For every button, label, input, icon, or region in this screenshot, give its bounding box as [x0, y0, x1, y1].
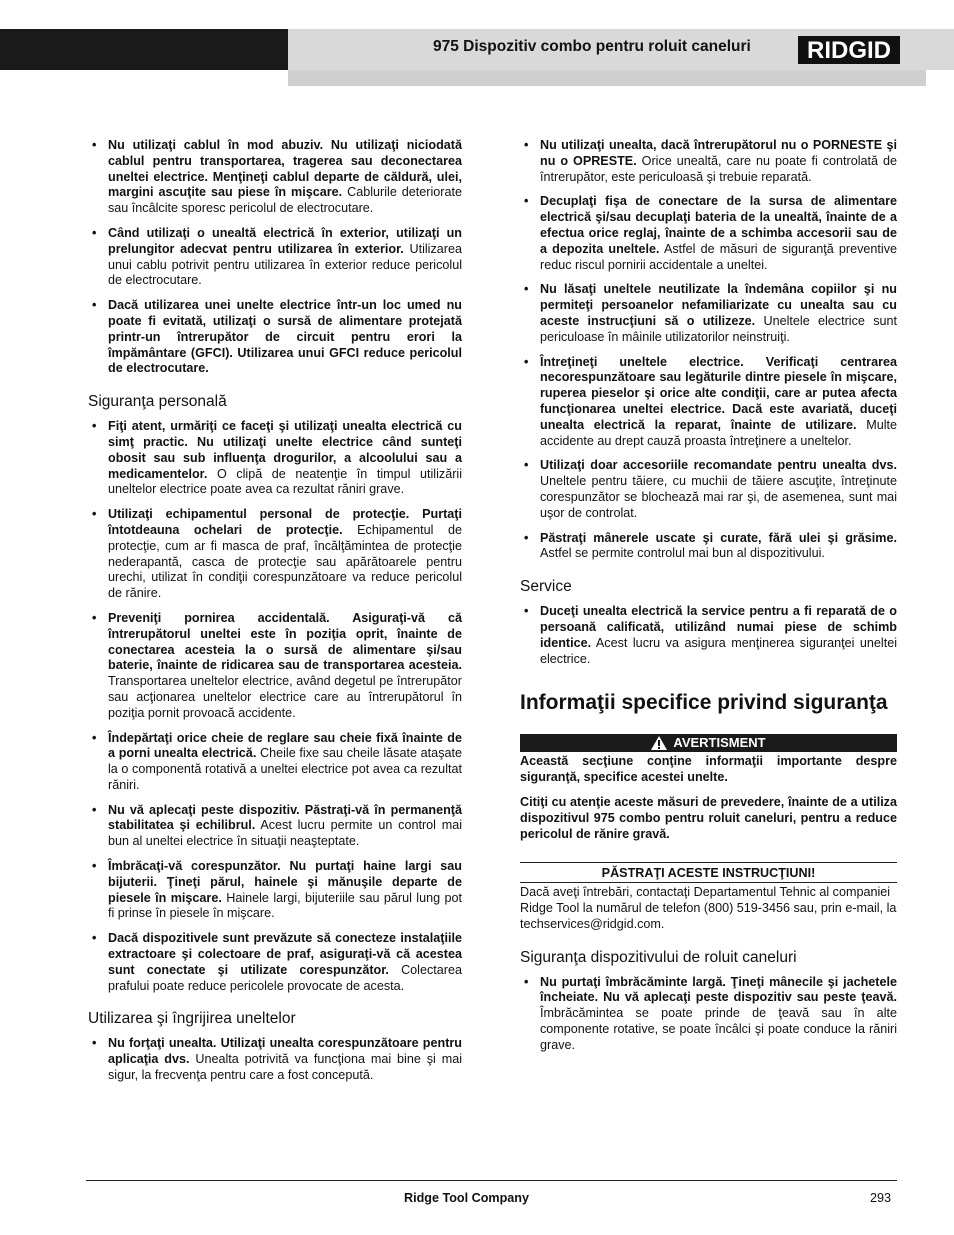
list-item — [520, 604, 897, 667]
list-item-bold: Utilizaţi doar accesoriile recomandate pentru unealta dvs. — [540, 458, 897, 473]
list-item-bold: Nu utilizaţi cablul în mod abuziv. Nu utilizaţi niciodată cablul pentru transportarea, tragerea sau deconectarea uneltei electrice. Menţineţi cablul departe de căldură, ulei, margini ascuţite sau piese în mişcare. — [108, 138, 462, 200]
tool-use-heading: Utilizarea şi îngrijirea uneltelor — [88, 1010, 296, 1028]
list-item-text: Transportarea uneltelor electrice, având degetul pe întrerupător sau acţionarea uneltelor electrice care au întrerupătorul în poziţia pornit provoacă accidente. — [108, 674, 462, 720]
list-item-text: Colectarea prafului poate reduce pericolele provocate de acesta. — [108, 962, 462, 993]
list-item-bold: Nu utilizaţi unealta, dacă întrerupătorul nu o PORNESTE şi nu o OPRESTE. — [540, 138, 897, 168]
warning-paragraph-2: Citiţi cu atenţie aceste măsuri de prevedere, înainte de a utiliza dispozitivul 975 combo pentru roluit caneluri, pentru a reduce pericolul de rănire gravă. — [520, 794, 897, 841]
list-item-bold: Îndepărtaţi orice cheie de reglare sau cheie fixă înainte de a porni unealta electrică. — [108, 730, 462, 761]
list-item-bold: Dacă utilizarea unei unelte electrice într-un loc umed nu poate fi evitată, utilizaţi o sursă de alimentare protejată printr-un întrerupător de circuit pentru erori la împământare (GFCI). Utilizarea unui GFCI reduce pericolul de electrocutare. — [108, 298, 462, 376]
list-item-bold: Nu forţaţi unealta. Utilizaţi unealta corespunzătoare pentru aplicaţia dvs. — [108, 1036, 462, 1067]
list-item-bold: Păstraţi mânerele uscate şi curate, fără ulei şi grăsime. — [540, 530, 897, 545]
list-item-text: Unealta potrivită va funcţiona mai bine şi mai sigur, la frecvenţa pentru care a fost concepută. — [108, 1052, 462, 1083]
keep-instructions-label: PĂSTRAŢI ACESTE INSTRUCŢIUNI! — [520, 862, 897, 883]
list-item-bold: Dacă dispozitivele sunt prevăzute să conecteze instalaţiile extractoare şi colectoare de praf, asiguraţi-vă că acestea sunt conectate şi utilizate corespunzător. — [108, 931, 462, 977]
list-item-text: Acest lucru permite un control mai bun al uneltei electrice în situaţii neaşteptate. — [108, 818, 463, 849]
list-item — [88, 226, 462, 289]
list-item — [88, 419, 462, 498]
list-item-text: Hainele largi, bijuteriile sau părul lung pot fi prinse în piesele în mişcare. — [108, 890, 462, 921]
list-item — [88, 731, 462, 794]
personal-safety-heading: Siguranţa personală — [88, 393, 227, 411]
list-item-bold: Îmbrăcaţi-vă corespunzător. Nu purtaţi haine largi sau bijuterii. Ţineţi părul, hainele şi mănuşile departe de piesele în mişcare. — [108, 859, 462, 905]
list-item-bold: Fiţi atent, urmăriţi ce faceţi şi utilizaţi unealta electrică cu simţ practic. Nu utilizaţi unelte electrice când sunteţi obosit sau sub influenţa drogurilor, a alcoolului sau a medicamentelor. — [108, 419, 462, 481]
contact-paragraph: Dacă aveţi întrebări, contactaţi Departamentul Tehnic al companiei Ridge Tool la numărul de telefon (800) 519-3456 sau, prin e-mail, la techservices@ridgid.com. — [520, 885, 897, 931]
list-item — [88, 803, 462, 850]
svg-text:RIDGID: RIDGID — [807, 37, 891, 64]
service-heading: Service — [520, 578, 572, 596]
tool-use-list — [88, 1036, 462, 1083]
list-item-text: Uneltele electrice sunt periculoase în mâinile utilizatorilor neinstruiţi. — [540, 313, 897, 344]
list-item-text: Astfel se permite controlul mai bun al dispozitivului. — [540, 546, 825, 561]
list-item-text: O clipă de neatenţie în timpul utilizării uneltelor electrice poate avea ca rezultat răniri grave. — [108, 466, 462, 497]
ridgid-logo — [798, 36, 900, 64]
list-item — [88, 507, 462, 602]
left-column — [88, 138, 462, 1093]
list-item — [520, 355, 897, 450]
list-item-text: Cheile fixe sau cheile lăsate ataşate la o componentă rotativă a uneltei electrice pot avea ca rezultat răniri. — [108, 746, 462, 792]
list-item-bold: Nu vă aplecaţi peste dispozitiv. Păstraţi-vă în permanenţă stabilitatea şi echilibrul. — [108, 802, 462, 833]
list-item — [520, 194, 897, 273]
list-item-bold: Preveniţi pornirea accidentală. Asiguraţi-vă că întrerupătorul uneltei este în poziţia oprit, înainte de conectarea acesteia la o sursă de alimentare şi/sau baterie, înainte de ridicarea sau de transportarea acesteia. — [108, 610, 462, 673]
list-item — [88, 611, 462, 722]
list-item — [88, 298, 462, 377]
list-item-text: Astfel de măsuri de siguranţă preventive reduc riscul pornirii accidentale a uneltei. — [540, 241, 897, 272]
list-item-text: Echipamentul de protecţie, cum ar fi masca de praf, încălţămintea de protecţie nederapantă, casca de protecţie sau apărătoarele pentru urechi, utilizat în condiţii corespunzătoare va reduce pericolul de rănire. — [108, 522, 462, 601]
header-shadow — [288, 70, 926, 86]
groover-list — [520, 975, 897, 1054]
footer-company: Ridge Tool Company — [404, 1191, 530, 1205]
list-item-bold: Întreţineţi uneltele electrice. Verificaţi centrarea necorespunzătoare sau legăturile dintre piesele în mişcare, ruperea pieselor şi orice alte condiţii, care ar putea afecta funcţionarea uneltei electrice. Dacă este avariată, duceţi unealta electrică la reparat, înainte de utilizare. — [540, 354, 897, 432]
list-item-bold: Când utilizaţi o unealtă electrică în exterior, utilizaţi un prelungitor adecvat pentru utilizarea în exterior. — [108, 225, 462, 256]
list-item — [88, 138, 462, 217]
footer-rule — [86, 1180, 897, 1181]
list-item-text: Îmbrăcămintea se poate prinde de ţeavă sau în alte componente rotative, se poate încâlci şi poate conduce la răniri grave. — [540, 1006, 897, 1052]
warning-bar — [520, 734, 897, 752]
list-item-text: Cablurile deteriorate sau încâlcite sporesc pericolul de electrocutare. — [108, 185, 463, 216]
groover-safety-heading: Siguranţa dispozitivului de roluit caneluri — [520, 948, 797, 966]
warning-paragraph-1: Această secţiune conţine informaţii importante despre siguranţă, specifice acestei unelte. — [520, 754, 897, 785]
list-item-text: Uneltele pentru tăiere, cu muchii de tăiere ascuţite, întreţinute corespunzător se blochează mai rar şi, de asemenea, sunt mai uşor de controlat. — [540, 474, 897, 520]
list-item-text: Orice unealtă, care nu poate fi controlată de întrerupător, este periculoasă şi trebuie reparată. — [540, 153, 897, 184]
list-item-text: Multe accidente au drept cauză proasta întreţinere a uneltelor. — [540, 417, 897, 448]
service-list — [520, 604, 897, 667]
specific-safety-heading: Informaţii specifice privind siguranţa — [520, 691, 888, 715]
warning-label: AVERTISMENT — [673, 735, 766, 751]
list-item-bold: Nu purtaţi îmbrăcăminte largă. Ţineţi mânecile şi jachetele încheiate. Nu vă aplecaţi peste dispozitiv sau peste ţeavă. — [540, 974, 897, 1005]
elec-list — [88, 138, 462, 377]
warning-triangle-icon — [651, 736, 667, 750]
list-item-text: Utilizarea unui cablu potrivit pentru utilizarea în exterior reduce pericolul de electrocutare. — [108, 241, 462, 288]
page-number: 293 — [870, 1191, 892, 1205]
list-item — [88, 1036, 462, 1083]
list-item — [520, 282, 897, 345]
list-item-bold: Utilizaţi echipamentul personal de protecţie. Purtaţi întotdeauna ochelari de protecţie. — [108, 507, 462, 537]
list-item — [520, 531, 897, 563]
list-item — [88, 859, 462, 922]
list-item-bold: Duceţi unealta electrică la service pentru a fi reparată de o persoană calificată, utilizând numai piese de schimb identice. — [540, 604, 897, 650]
list-item — [88, 931, 462, 994]
list-item — [520, 458, 897, 521]
personal-list — [88, 419, 462, 994]
header-black-band — [0, 29, 288, 70]
list-item-text: Acest lucru va asigura menţinerea siguranţei uneltei electrice. — [540, 635, 897, 666]
list-item — [520, 975, 897, 1054]
header-title: 975 Dispozitiv combo pentru roluit caneluri — [433, 38, 751, 55]
list-item-bold: Decuplaţi fişa de conectare de la sursa de alimentare electrică şi/sau decuplaţi bateria de la unealtă, înainte de a efectua orice reglaj, înainte de a schimba accesorii sau de a depozita uneltele. — [540, 194, 897, 256]
list-item — [520, 138, 897, 185]
right-column — [520, 138, 897, 1063]
tool-use-list-cont — [520, 138, 897, 562]
list-item-bold: Nu lăsaţi uneltele neutilizate la îndemâna copiilor şi nu permiteţi persoanelor nefamiliarizate cu unealta sau cu aceste instrucţiuni să o utilizeze. — [540, 282, 897, 328]
